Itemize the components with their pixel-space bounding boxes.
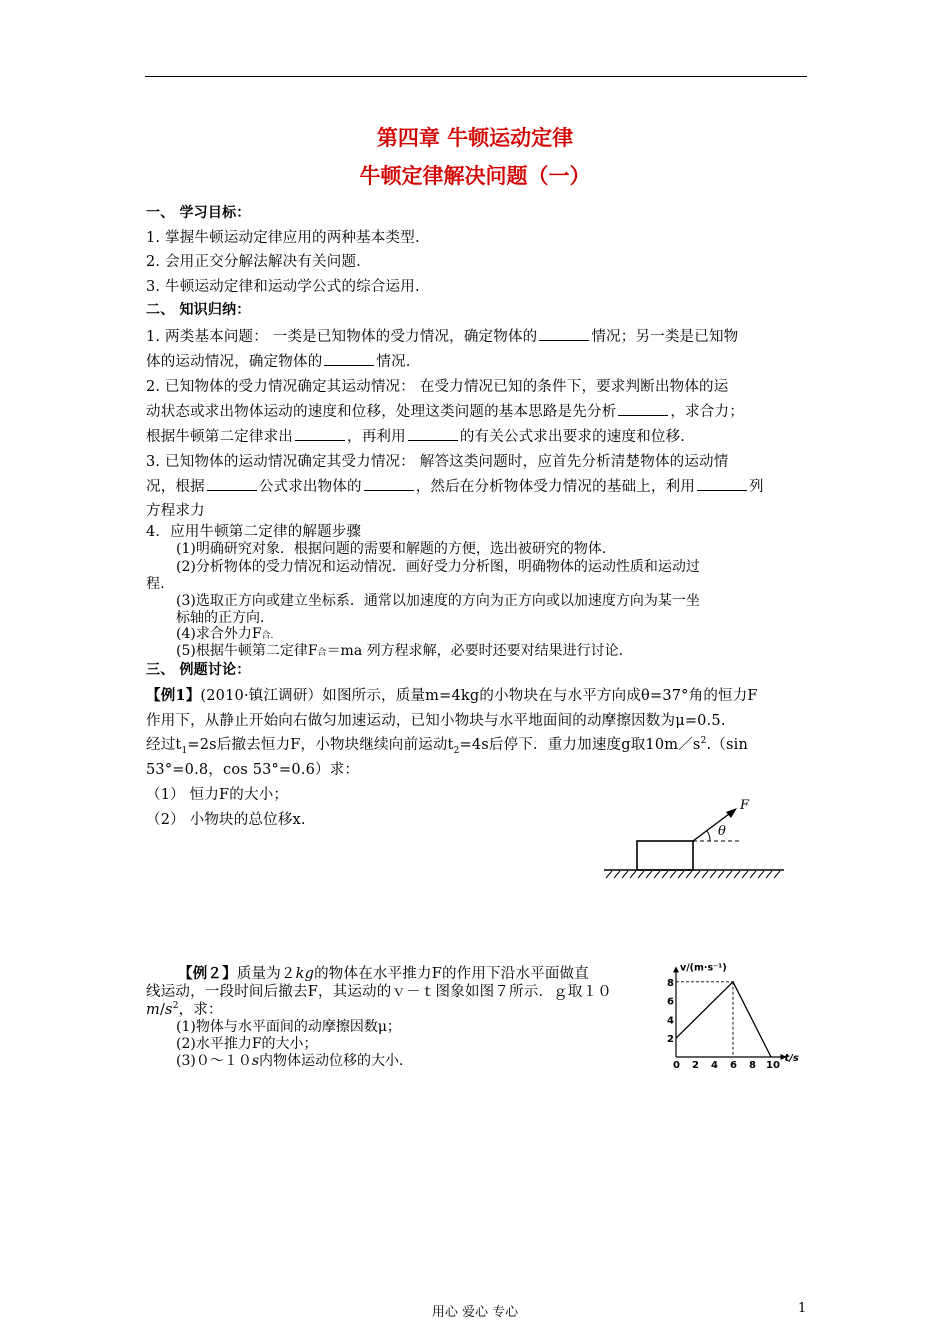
text: s: [165, 1002, 173, 1018]
y-tick-label: 6: [667, 996, 674, 1008]
x-tick-label: 4: [711, 1060, 718, 1068]
step-5: [176, 640, 633, 660]
text: 动状态或求出物体运动的速度和位移，处理这类问题的基本思路是先分析: [146, 404, 617, 420]
knowledge-p3-line3: 方程求力: [146, 503, 205, 519]
knowledge-p2-line1: 2. 已知物体的受力情况确定其运动情况： 在受力情况已知的条件下，要求判断出物体的运: [146, 379, 729, 395]
x-axis-label: t/s: [784, 1053, 799, 1064]
example2-question-1: (1)物体与水平面间的动摩擦因数μ；: [176, 1019, 401, 1035]
header-rule: [145, 76, 807, 77]
text: 列: [749, 479, 764, 495]
text: ，再利用: [347, 429, 406, 445]
fill-blank[interactable]: [295, 426, 345, 441]
force-label: F: [740, 798, 750, 813]
force-arrow: [693, 811, 733, 841]
step-3: (3)选取正方向或建立坐标系．通常以加速度的方向为正方向或以加速度方向为某一坐: [176, 593, 700, 609]
text: .（sin: [706, 737, 749, 753]
example1-question-1: （1） 恒力F的大小；: [146, 787, 289, 803]
knowledge-p3-line2: [146, 475, 764, 496]
example1-line3: [146, 733, 748, 756]
angle-label: θ: [718, 824, 726, 839]
example2-question-2: (2)水平推力F的大小；: [176, 1036, 318, 1052]
x-tick-label: 2: [692, 1060, 699, 1068]
arrow-head: [726, 808, 737, 818]
knowledge-p3-line1: 3. 已知物体的运动情况确定其受力情况： 解答这类问题时，应首先分析清楚物体的运动情: [146, 454, 729, 470]
text: m: [146, 1002, 160, 1018]
block: [637, 841, 693, 870]
text: 根据牛顿第二定律求出: [146, 429, 293, 445]
step-2-cont: 程．: [146, 576, 175, 592]
fill-blank[interactable]: [539, 326, 589, 341]
text: ＝ma 列方程求解，必要时还要对结果进行讨论．: [326, 643, 633, 659]
knowledge-p1-line2: [146, 350, 411, 371]
y-axis-arrow: [673, 966, 679, 972]
y-tick-label: 8: [667, 977, 674, 989]
example2-line2: 线运动，一段时间后撤去F，其运动的ｖ－ｔ图象如图７所示．ｇ取１０: [146, 984, 612, 1000]
text: 内物体运动位移的大小．: [259, 1053, 414, 1069]
ground-hatching: [606, 871, 780, 878]
angle-arc: [707, 831, 710, 841]
x-tick-label: 0: [673, 1060, 680, 1068]
text: ，然后在分析物体受力情况的基础上，利用: [415, 479, 696, 495]
example1-line4: 53°=0.8，cos 53°=0.6）求：: [146, 762, 360, 778]
y-axis-label: v/(m·s⁻¹): [680, 962, 727, 974]
text: ，求：: [178, 1002, 223, 1018]
fill-blank[interactable]: [324, 351, 374, 366]
text: 况，根据: [146, 479, 205, 495]
y-tick-label: 4: [667, 1015, 674, 1027]
step-2: (2)分析物体的受力情况和运动情况．画好受力分析图，明确物体的运动性质和运动过: [176, 559, 700, 575]
goal-item-1: 1. 掌握牛顿运动定律应用的两种基本类型.: [146, 230, 420, 246]
text: 情况；另一类是已知物: [591, 329, 739, 345]
velocity-line: [676, 982, 771, 1057]
text: 的有关公式求出要求的速度和位移.: [459, 429, 686, 445]
goal-item-2: 2. 会用正交分解法解决有关问题.: [146, 254, 361, 270]
x-tick-label: 6: [730, 1060, 737, 1068]
knowledge-p2-line3: [146, 425, 685, 446]
text: s: [251, 1053, 260, 1069]
fill-blank[interactable]: [207, 476, 257, 491]
example1-line1: [146, 684, 758, 705]
section1-heading: 一、 学习目标：: [146, 205, 251, 221]
section3-heading: 三、 例题讨论：: [146, 662, 251, 678]
example1-line2: 作用下，从静止开始向右做匀加速运动，已知小物块与水平地面间的动摩擦因数为μ=0.5.: [146, 713, 726, 729]
knowledge-p1-line1: [146, 325, 738, 346]
lesson-title: 牛顿定律解决问题（一）: [359, 164, 591, 188]
text: 经过t: [146, 737, 182, 753]
block-force-figure: [600, 790, 790, 885]
example1-label: 【例1】: [146, 687, 201, 704]
text: (5)根据牛顿第二定律F: [176, 643, 318, 659]
text: 公式求出物体的: [258, 479, 362, 495]
footer-motto: 用心 爱心 专心: [431, 1305, 519, 1320]
fill-blank[interactable]: [697, 476, 747, 491]
text: (2010·镇江调研）如图所示，质量m=4kg的小物块在与水平方向成θ=37°角的恒力F: [200, 688, 758, 704]
step-1: (1)明确研究对象．根据问题的需要和解题的方便，选出被研究的物体．: [176, 541, 616, 557]
step-3-cont: 标轴的正方向．: [176, 610, 274, 626]
fill-blank[interactable]: [408, 426, 458, 441]
text: 质量为２: [236, 966, 296, 982]
text: 情况.: [376, 354, 411, 370]
example1-question-2: （2） 小物块的总位移x.: [146, 812, 306, 828]
knowledge-p2-line2: [146, 400, 744, 421]
subscript: 2: [453, 745, 460, 756]
text: =2s后撤去恒力F，小物块继续向前运动t: [187, 737, 454, 753]
x-tick-label: 10: [766, 1060, 780, 1068]
fill-blank[interactable]: [618, 401, 668, 416]
x-tick-label: 8: [749, 1060, 756, 1068]
subscript: 1: [181, 745, 188, 756]
text: /: [159, 1002, 166, 1018]
subscript: 合: [317, 648, 327, 658]
example2-question-3: [176, 1050, 413, 1070]
text: ，求合力；: [670, 404, 744, 420]
superscript: 2: [700, 736, 707, 747]
fill-blank[interactable]: [364, 476, 414, 491]
example2-label: 【例２】: [178, 965, 237, 982]
subscript: 合.: [261, 631, 274, 641]
text: kg: [295, 966, 315, 982]
superscript: 2: [172, 1001, 179, 1012]
text: =4s后停下．重力加速度g取10m／s: [459, 737, 701, 753]
page-number: 1: [798, 1301, 807, 1316]
velocity-time-chart: [660, 950, 820, 1068]
text: (3)０～１０: [176, 1053, 252, 1069]
goal-item-3: 3. 牛顿运动定律和运动学公式的综合运用.: [146, 279, 420, 295]
text: 的物体在水平推力F的作用下沿水平面做直: [314, 966, 589, 982]
text: 体的运动情况，确定物体的: [146, 354, 323, 370]
y-tick-label: 2: [667, 1034, 674, 1046]
text: (4)求合外力F: [176, 626, 262, 642]
chapter-title: 第四章 牛顿运动定律: [376, 126, 574, 150]
text: 1. 两类基本问题： 一类是已知物体的受力情况，确定物体的: [146, 329, 538, 345]
section2-heading: 二、 知识归纳：: [146, 302, 251, 318]
steps-heading: 4．应用牛顿第二定律的解题步骤: [146, 524, 362, 540]
